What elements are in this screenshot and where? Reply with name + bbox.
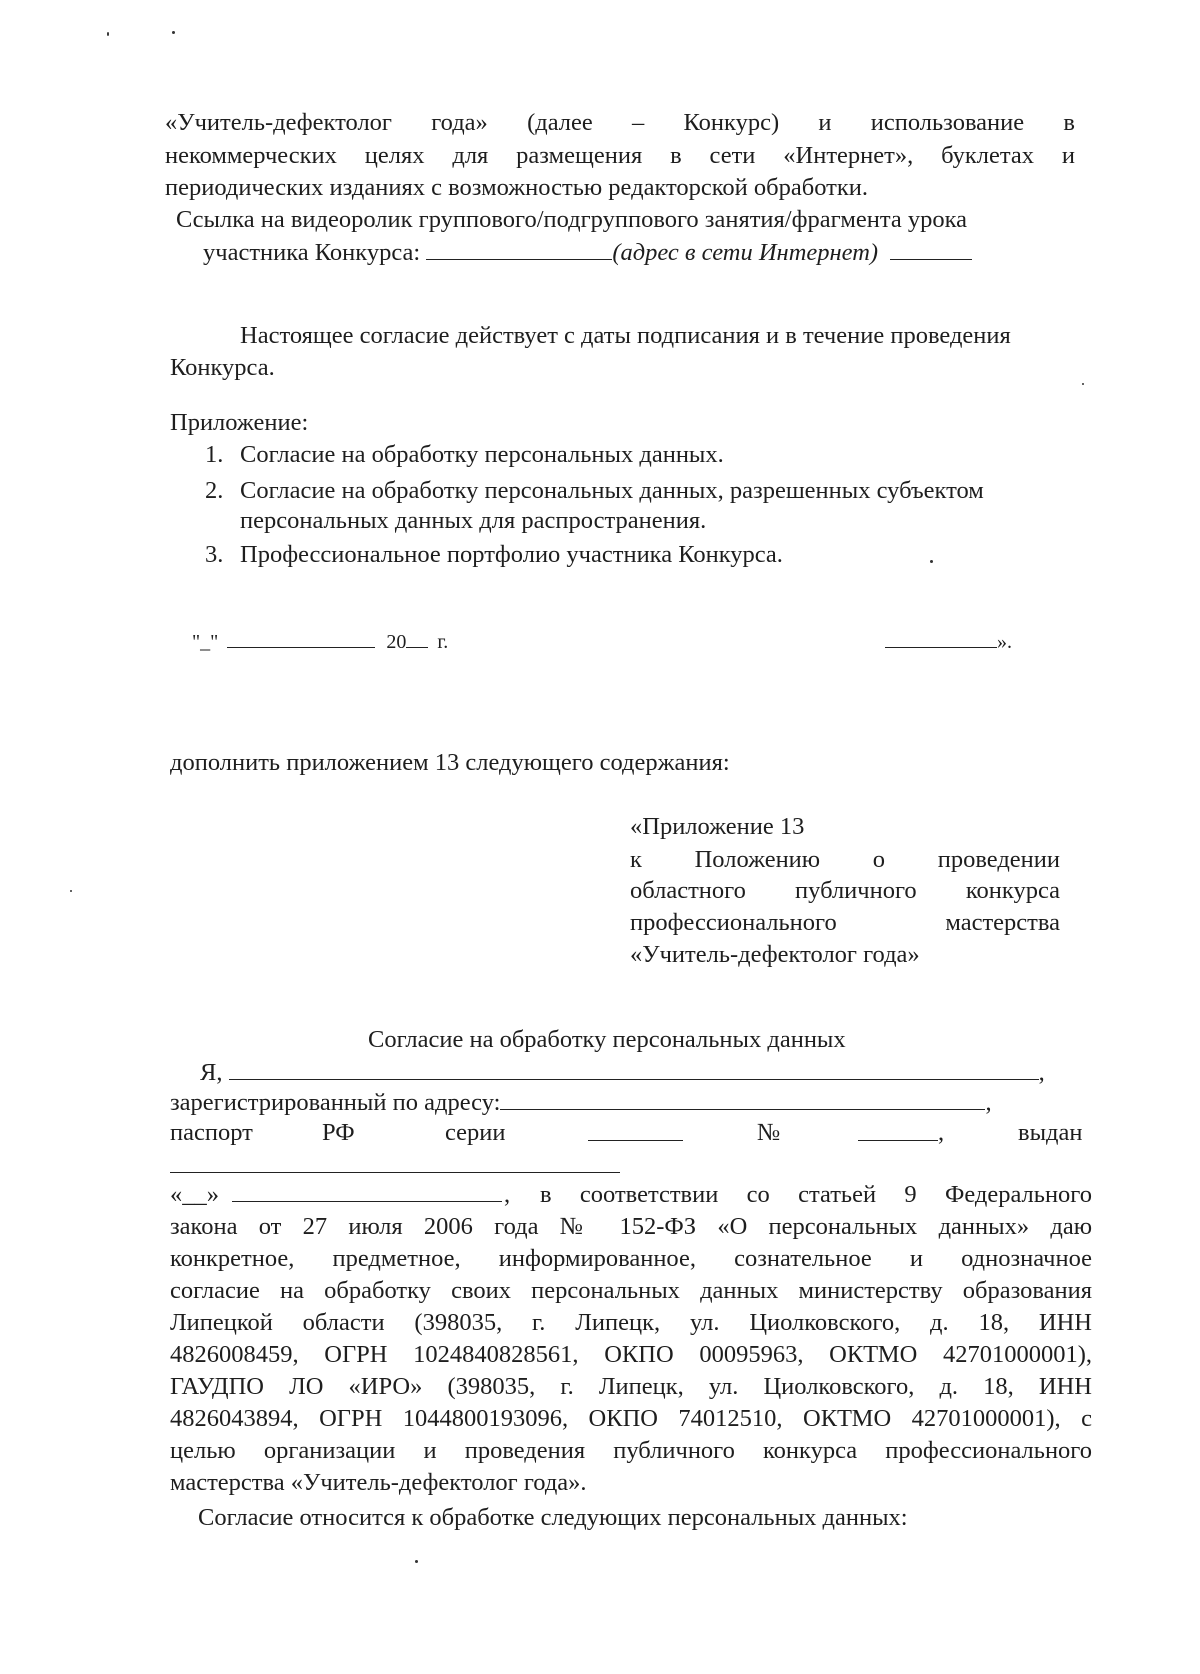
video-url-hint: (адрес в сети Интернет) bbox=[612, 239, 879, 266]
consent-comma: , bbox=[938, 1119, 945, 1146]
consent-comma: , bbox=[985, 1089, 992, 1116]
scan-speck bbox=[415, 1560, 418, 1563]
date-line bbox=[192, 627, 448, 657]
passport-series-label: серии bbox=[445, 1119, 506, 1146]
paragraph-line: некоммерческих целях для размещения в сети «Интернет», буклетах и bbox=[165, 142, 1075, 169]
consent-comma: , bbox=[504, 1181, 511, 1208]
appendix-item-3: Профессиональное портфолио участника Конкурса. bbox=[240, 541, 783, 568]
attachment-header-line: «Приложение 13 bbox=[630, 813, 805, 840]
scan-speck bbox=[172, 31, 175, 34]
consent-address-line bbox=[170, 1088, 992, 1118]
consent-ya: Я, bbox=[200, 1059, 223, 1086]
signature-end: ». bbox=[997, 631, 1012, 653]
signature-blank[interactable] bbox=[885, 631, 997, 648]
appendix-item-1: Согласие на обработку персональных данных. bbox=[240, 441, 724, 468]
consent-body-line: мастерства «Учитель-дефектолог года». bbox=[170, 1469, 587, 1496]
consent-body-line: 4826043894, ОГРН 1044800193096, ОКПО 74012510, ОКТМО 42701000001), с bbox=[170, 1405, 1092, 1432]
date-year-blank[interactable] bbox=[406, 631, 428, 648]
consent-body-line: Липецкой области (398035, г. Липецк, ул. Циолковского, д. 18, ИНН bbox=[170, 1309, 1092, 1336]
attachment-header-line: областного публичного конкурса bbox=[630, 877, 1060, 904]
appendix-item-2-num: 2. bbox=[205, 477, 224, 504]
issue-date-day[interactable]: «__» bbox=[170, 1181, 219, 1208]
appendix-item-3-num: 3. bbox=[205, 541, 224, 568]
appendix-item-2: Согласие на обработку персональных данных, разрешенных субъектом bbox=[240, 477, 984, 504]
validity-line: Настоящее согласие действует с даты подписания и в течение проведения bbox=[240, 322, 1011, 349]
passport-rf: РФ bbox=[322, 1119, 355, 1146]
video-extra-blank[interactable] bbox=[890, 239, 972, 260]
signature-line bbox=[885, 627, 1012, 657]
scan-speck bbox=[930, 560, 933, 563]
paragraph-line: «Учитель-дефектолог года» (далее – Конкурс) и использование в bbox=[165, 109, 1075, 136]
consent-scope-line: Согласие относится к обработке следующих персональных данных: bbox=[198, 1504, 908, 1531]
passport-label: паспорт bbox=[170, 1119, 253, 1146]
validity-line: Конкурса. bbox=[170, 354, 275, 381]
video-link-label: Ссылка на видеоролик группового/подгруппового занятия/фрагмента урока bbox=[176, 206, 967, 233]
passport-series-blank[interactable] bbox=[588, 1140, 683, 1141]
scan-speck bbox=[1082, 383, 1084, 385]
date-day-quote[interactable]: "_" bbox=[192, 631, 219, 653]
appendix-heading: Приложение: bbox=[170, 409, 309, 436]
registered-label: зарегистрированный по адресу: bbox=[170, 1089, 501, 1116]
attachment-header-line: профессионального мастерства bbox=[630, 909, 1060, 936]
passport-number-label: № bbox=[757, 1119, 781, 1146]
paragraph-line: периодических изданиях с возможностью редакторской обработки. bbox=[165, 174, 868, 201]
scan-speck bbox=[70, 890, 72, 892]
consent-comma: , bbox=[1038, 1059, 1045, 1086]
issued-label: выдан bbox=[1018, 1119, 1083, 1146]
consent-title: Согласие на обработку персональных данных bbox=[368, 1026, 846, 1053]
date-month-blank[interactable] bbox=[227, 631, 375, 648]
date-year: 20 bbox=[386, 631, 407, 653]
consent-body-line: согласие на обработку своих персональных данных министерству образования bbox=[170, 1277, 1092, 1304]
supplement-text: дополнить приложением 13 следующего содержания: bbox=[170, 749, 730, 776]
full-name-blank[interactable] bbox=[229, 1059, 1039, 1080]
consent-body-line: целью организации и проведения публичного конкурса профессионального bbox=[170, 1437, 1092, 1464]
appendix-item-1-num: 1. bbox=[205, 441, 224, 468]
video-link-line bbox=[203, 238, 972, 268]
issue-date-blank[interactable] bbox=[232, 1201, 502, 1202]
passport-number-blank[interactable] bbox=[858, 1140, 938, 1141]
consent-body-line: в соответствии со статьей 9 Федерального bbox=[540, 1181, 1092, 1208]
scan-speck bbox=[107, 32, 109, 36]
video-url-blank[interactable] bbox=[426, 239, 612, 260]
consent-body-line: конкретное, предметное, информированное, сознательное и однозначное bbox=[170, 1245, 1092, 1272]
address-blank[interactable] bbox=[500, 1089, 985, 1110]
consent-body-line: ГАУДПО ЛО «ИРО» (398035, г. Липецк, ул. Циолковского, д. 18, ИНН bbox=[170, 1373, 1092, 1400]
consent-body-line: закона от 27 июля 2006 года № 152-ФЗ «О персональных данных» даю bbox=[170, 1213, 1092, 1240]
consent-body-line: 4826008459, ОГРН 1024840828561, ОКПО 00095963, ОКТМО 42701000001), bbox=[170, 1341, 1092, 1368]
video-link-prefix: участника Конкурса: bbox=[203, 239, 421, 266]
consent-name-line bbox=[200, 1058, 1045, 1088]
appendix-item-2-cont: персональных данных для распространения. bbox=[240, 507, 707, 534]
attachment-header-line: «Учитель-дефектолог года» bbox=[630, 941, 920, 968]
issued-by-blank[interactable] bbox=[170, 1172, 620, 1173]
attachment-header-line: к Положению о проведении bbox=[630, 846, 1060, 873]
date-g: г. bbox=[437, 631, 449, 653]
